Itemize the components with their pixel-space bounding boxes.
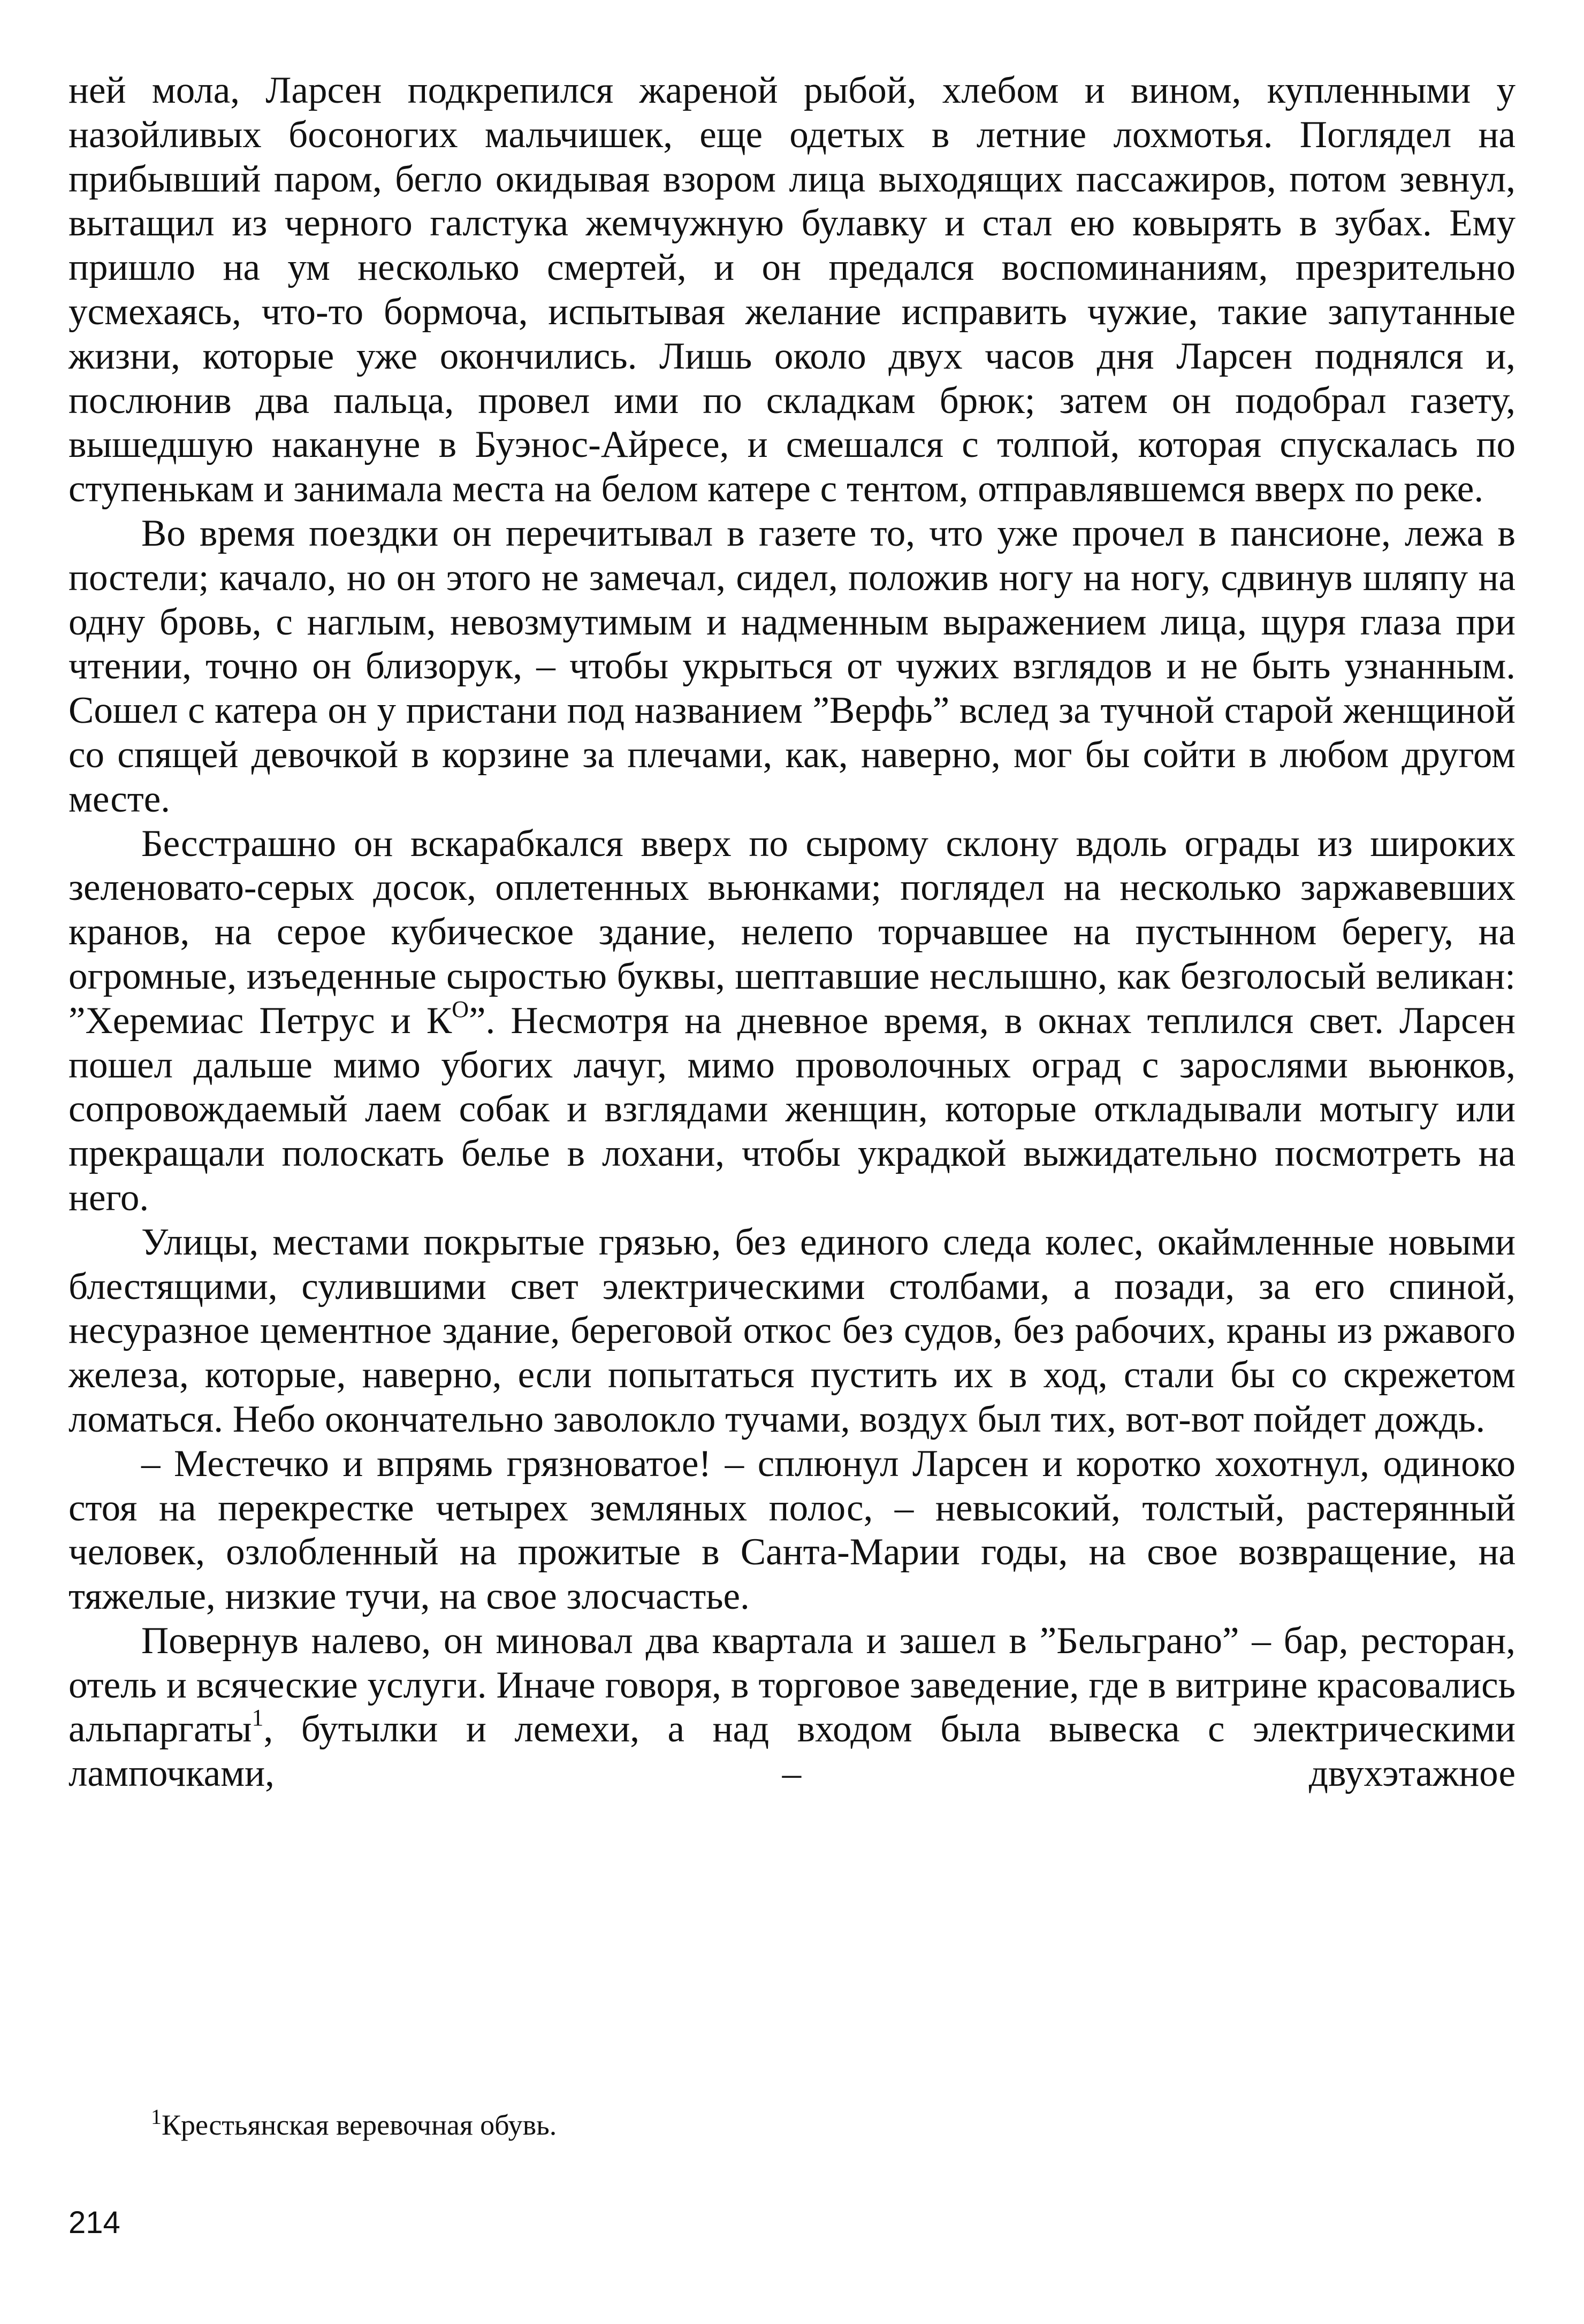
footnote-text: Крестьянская веревочная обувь. <box>162 2109 557 2141</box>
paragraph <box>68 1619 1516 1796</box>
paragraph-text: Повернув налево, он миновал два квартала и зашел в ”Бельграно” – бар, ресторан, отель и всяческие услуги. Иначе говоря, в торговое заведение, где в витрине красовались альпаргаты <box>68 1619 1516 1750</box>
paragraph-text: Бесстрашно он вскарабкался вверх по сырому склону вдоль ограды из широких зеленовато-серых досок, оплетенных вьюнками; поглядел на несколько заржавевших кранов, на серое кубическое здание, нелепо торчавшее на пустынном берегу, на огромные, изъеденные сыростью буквы, шептавшие неслышно, как безголосый великан: ”Херемиас Петрус и К <box>68 822 1516 1042</box>
paragraph <box>68 822 1516 1220</box>
paragraph: – Местечко и впрямь грязноватое! – сплюнул Ларсен и коротко хохотнул, одиноко стоя на перекрестке четырех земляных полос, – невысокий, толстый, растерянный человек, озлобленный на прожитые в Санта-Марии годы, на свое возвращение, на тяжелые, низкие тучи, на свое злосчастье. <box>68 1442 1516 1618</box>
paragraph: Улицы, местами покрытые грязью, без единого следа колес, окаймленные новыми блестящими, сулившими свет электрическими столбами, а позади, за его спиной, несуразное цементное здание, береговой откос без судов, без рабочих, краны из ржавого железа, которые, наверно, если попытаться пустить их в ход, стали бы со скрежетом ломаться. Небо окончательно заволокло тучами, воздух был тих, вот-вот пойдет дождь. <box>68 1221 1516 1440</box>
paragraph-text: ”. Несмотря на дневное время, в окнах теплился свет. Ларсен пошел дальше мимо убогих лачуг, мимо проволочных оград с зарослями вьюнков, сопровождаемый лаем собак и взглядами женщин, которые откладывали мотыгу или прекращали полоскать белье в лохани, чтобы украдкой выжидательно посмотреть на него. <box>68 999 1516 1219</box>
footnote <box>151 2105 1435 2142</box>
paragraph: ней мола, Ларсен подкрепился жареной рыбой, хлебом и вином, купленными у назойливых босоногих мальчишек, еще одетых в летние лохмотья. Поглядел на прибывший паром, бегло окидывая взором лица выходящих пассажиров, потом зевнул, вытащил из черного галстука жемчужную булавку и стал ею ковырять в зубах. Ему пришло на ум несколько смертей, и он предался воспоминаниям, презрительно усмехаясь, что-то бормоча, испытывая желание исправить чужие, такие запутанные жизни, которые уже окончились. Лишь около двух часов дня Ларсен поднялся и, послюнив два пальца, провел ими по складкам брюк; затем он подобрал газету, вышедшую накануне в Буэнос-Айресе, и смешался с толпой, которая спускалась по ступенькам и занимала места на белом катере с тентом, отправлявшемся вверх по реке. <box>68 70 1516 510</box>
page-number: 214 <box>68 2205 120 2240</box>
body-text <box>68 68 1516 1796</box>
paragraph: Во время поездки он перечитывал в газете то, что уже прочел в пансионе, лежа в постели; качало, но он этого не замечал, сидел, положив ногу на ногу, сдвинув шляпу на одну бровь, с наглым, невозмутимым и надменным выражением лица, щуря глаза при чтении, точно он близорук, – чтобы укрыться от чужих взглядов и не быть узнанным. Сошел с катера он у пристани под названием ”Верфь” вслед за тучной старой женщиной со спящей девочкой в корзине за плечами, как, наверно, мог бы сойти в любом другом месте. <box>68 512 1516 820</box>
paragraph-text: , бутылки и лемехи, а над входом была вывеска с электрическими лампочками, – двухэтажное <box>68 1708 1516 1795</box>
superscript: О <box>452 996 469 1022</box>
footnote-reference: 1 <box>252 1704 264 1731</box>
footnote-marker: 1 <box>151 2105 162 2129</box>
